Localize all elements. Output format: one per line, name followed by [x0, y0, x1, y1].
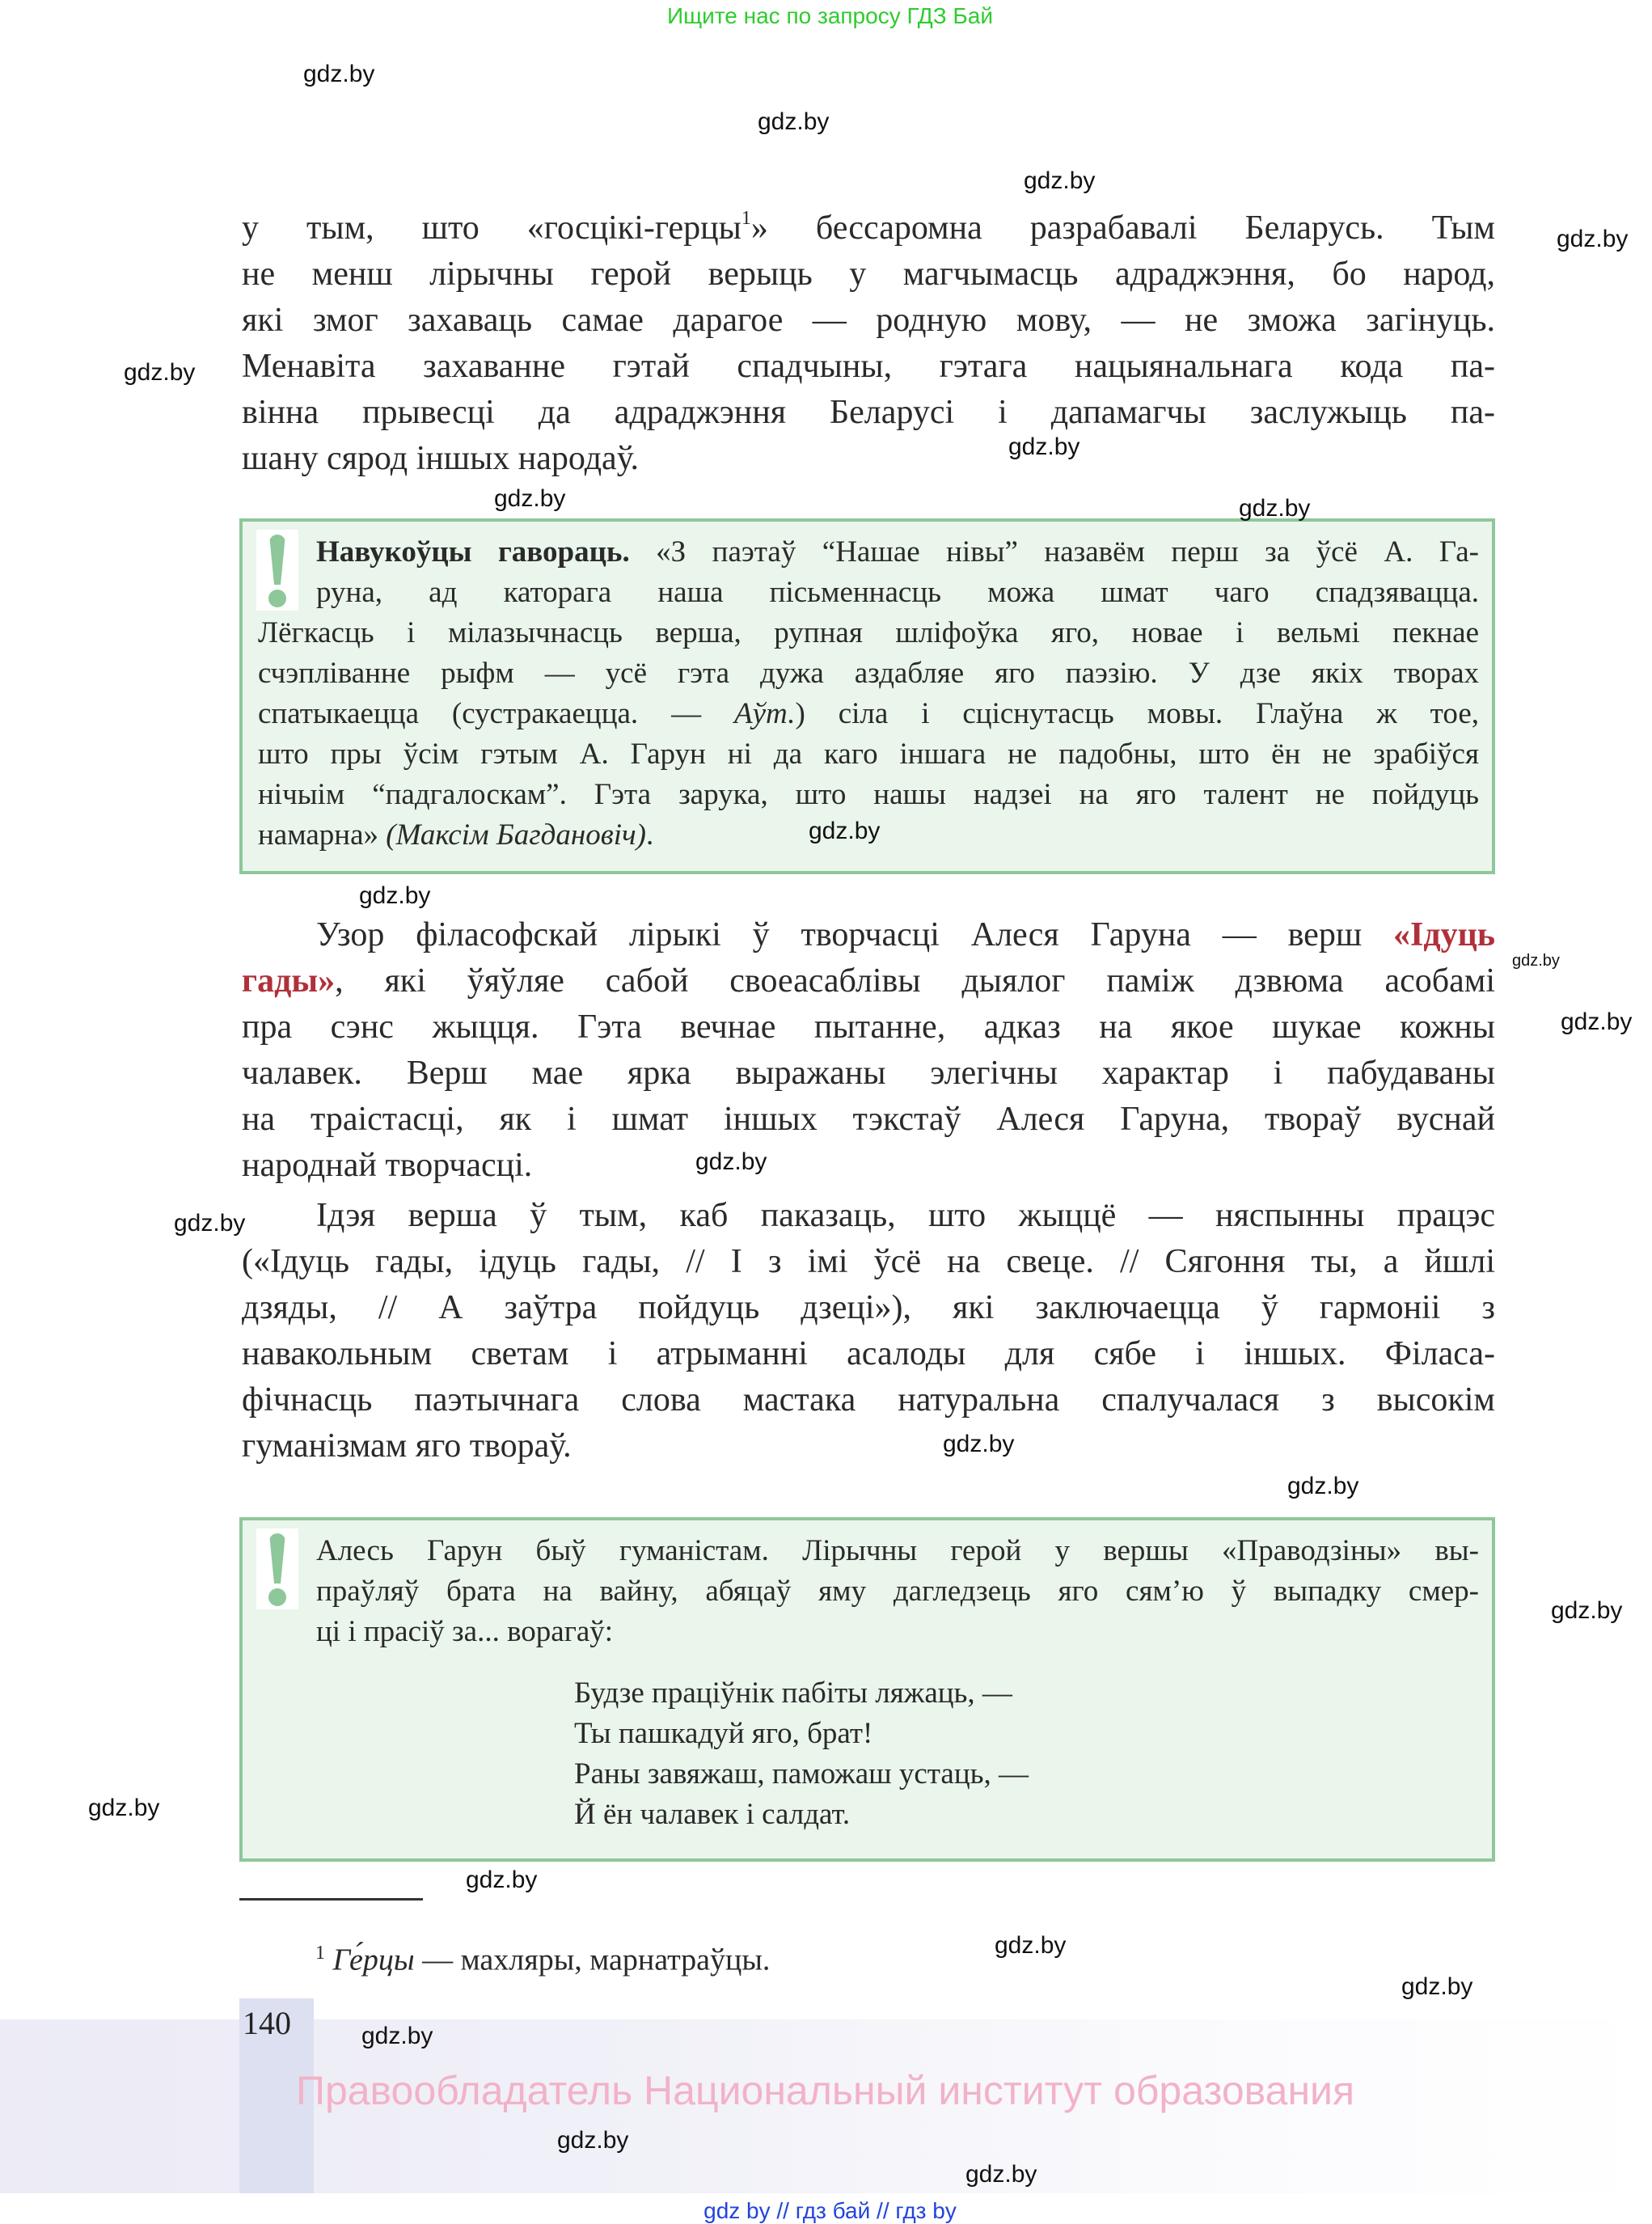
footnote-mark: 1 [315, 1943, 325, 1964]
text-line: праўляў брата на вайну, абяцаў яму дагледзець яго сям’ю ў выпадку смер- [316, 1575, 1479, 1608]
text-line: пра сэнс жыцця. Гэта вечнае пытанне, адказ на якое шукае кожны [242, 1008, 1495, 1046]
gdz-watermark: gdz.by [758, 108, 830, 135]
scholars-quote-text [258, 532, 1479, 856]
poem-line: Й ён чалавек і салдат. [574, 1798, 851, 1831]
text-line: ці і прасіў за... ворагаў: [316, 1615, 614, 1648]
rights-holder-notice: Правообладатель Национальный институт образования [296, 2068, 1355, 2113]
poem-title-highlight: «Ідуць [1393, 916, 1495, 953]
text-segment: Узор філасофскай лірыкі ў творчасці Алеся Гаруна — верш [316, 916, 1393, 953]
text-line: фічнасць паэтычнага слова мастака натуральна спалучалася з высокім [242, 1381, 1495, 1419]
search-hint-banner: Ищите нас по запросу ГДЗ Бай [666, 3, 994, 28]
text-segment: намарна» [258, 818, 387, 852]
text-line: не менш лірычны герой верыць у магчымасць адраджэння, бо народ, [242, 256, 1495, 293]
gdz-watermark: gdz.by [1561, 1008, 1633, 1035]
text-line: счэпліванне рыфм — усё гэта дужа аздабляе яго паэзію. У дзе якіх творах [258, 657, 1479, 690]
humanism-note-box [239, 1517, 1495, 1862]
text-segment: (Максім Багдановіч) [386, 818, 647, 852]
text-segment: Навукоўцы гавораць. [316, 535, 630, 569]
text-line: гуманізмам яго твораў. [242, 1427, 572, 1465]
text-segment: » бессаромна разрабавалі Беларусь. Тым [750, 209, 1495, 247]
gdz-watermark: gdz.by [88, 1795, 160, 1821]
text-line: нічыім “падгалоскам”. Гэта зарука, што нашы надзеі на яго талент не пойдуць [258, 778, 1479, 811]
gdz-watermark: gdz.by [995, 1932, 1067, 1959]
text-line [242, 958, 1495, 1004]
gdz-watermark: gdz.by [965, 2161, 1037, 2188]
text-segment: спатыкаецца (сустракаецца. — [258, 697, 734, 730]
gdz-watermark: gdz.by [809, 818, 881, 844]
text-line: руна, ад каторага наша пісьменнасць можа шмат чаго спадзявацца. [316, 576, 1479, 609]
gdz-watermark: gdz.by [1024, 167, 1096, 194]
footnote-ref: 1 [741, 208, 751, 229]
gdz-watermark: gdz.by [174, 1210, 246, 1237]
text-line: Ідэя верша ў тым, каб паказаць, што жыццё — няспынны працэс [316, 1197, 1495, 1234]
text-line: чалавек. Верш мае ярка выражаны элегічны характар і пабудаваны [242, 1055, 1495, 1092]
text-segment: у тым, што «госцікі-герцы [242, 209, 741, 247]
text-line: дзяды, // А заўтра пойдуць дзеці»), які заключаецца ў гармоніі з [242, 1289, 1495, 1326]
text-segment: . [646, 818, 654, 852]
poem-line: Раны завяжаш, паможаш устаць, — [574, 1757, 1029, 1791]
gdz-watermark: gdz.by [361, 2023, 433, 2049]
poem-title-highlight: гады» [242, 962, 336, 1000]
text-line [242, 912, 1495, 958]
text-line: на траістасці, як і шмат іншых тэкстаў Алеся Гаруна, твораў вуснай [242, 1101, 1495, 1138]
gdz-watermark: gdz.by [943, 1431, 1015, 1457]
footnote-term: Ге́рцы [332, 1943, 415, 1977]
text-line: Лёгкасць і мілазычнасць верша, рупная шліфоўка яго, новае і вельмі пекнае [258, 616, 1479, 649]
text-line: Алесь Гарун быў гуманістам. Лірычны герой у вершы «Праводзіны» вы- [316, 1534, 1479, 1567]
gdz-watermark: gdz.by [1512, 952, 1560, 970]
paragraph-2 [242, 912, 1495, 1189]
gdz-watermark: gdz.by [1008, 433, 1080, 460]
gdz-watermark: gdz.by [466, 1867, 538, 1893]
text-line: навакольным светам і атрыманні асалоды для сябе і іншых. Філаса- [242, 1335, 1495, 1372]
text-line: народнай творчасці. [242, 1147, 533, 1184]
gdz-watermark: gdz.by [1401, 1973, 1473, 2000]
text-segment: , які ўяўляе сабой своеасаблівы дыялог паміж дзвюма асобамі [335, 962, 1495, 1000]
gdz-watermark: gdz.by [124, 359, 196, 386]
text-line: шану сярод іншых народаў. [242, 440, 639, 477]
text-line [258, 532, 1479, 573]
gdz-watermark: gdz.by [1551, 1597, 1623, 1624]
gdz-watermark: gdz.by [695, 1148, 767, 1175]
text-line: («Ідуць гады, ідуць гады, // І з імі ўсё на свеце. // Сягоння ты, а йшлі [242, 1243, 1495, 1280]
page-number: 140 [243, 2005, 291, 2041]
footnote [315, 1933, 770, 1981]
text-line: Менавіта захаванне гэтай спадчыны, гэтага нацыянальнага кода па- [242, 348, 1495, 385]
text-line: які змог захаваць самае дарагое — родную мову, — не зможа загінуць. [242, 302, 1495, 339]
text-segment: Аўт. [734, 697, 796, 730]
poem-quote [574, 1673, 1029, 1835]
text-line [258, 694, 1479, 734]
footnote-divider [239, 1898, 423, 1901]
footnote-definition: — махляры, марнатраўцы. [414, 1943, 771, 1977]
gdz-watermark: gdz.by [557, 2127, 629, 2154]
gdz-watermark: gdz.by [494, 485, 566, 512]
gdz-watermark: gdz.by [359, 882, 431, 909]
gdz-watermark: gdz.by [303, 61, 375, 87]
bottom-links[interactable]: gdz by // гдз бай // гдз by [703, 2198, 957, 2223]
text-line: што пры ўсім гэтым А. Гарун ні да каго іншага не падобны, што ён не зрабіўся [258, 738, 1479, 771]
paragraph-1 [242, 205, 1495, 482]
poem-line: Будзе праціўнік пабіты ляжаць, — [574, 1676, 1012, 1710]
paragraph-3 [242, 1193, 1495, 1469]
text-segment: ) сіла і сціснутасць мовы. Глаўна ж тое, [795, 697, 1479, 730]
poem-line: Ты пашкадуй яго, брат! [574, 1717, 873, 1750]
gdz-watermark: gdz.by [1287, 1473, 1359, 1499]
gdz-watermark: gdz.by [1239, 495, 1311, 522]
gdz-watermark: gdz.by [1557, 226, 1629, 252]
text-line [242, 205, 1495, 252]
humanism-note-text [258, 1531, 1479, 1652]
text-segment: «З паэтаў “Нашае нівы” назавём перш за ўсё А. Га- [629, 535, 1480, 569]
text-line: вінна прывесці да адраджэння Беларусі і дапамагчы заслужыць па- [242, 394, 1495, 431]
